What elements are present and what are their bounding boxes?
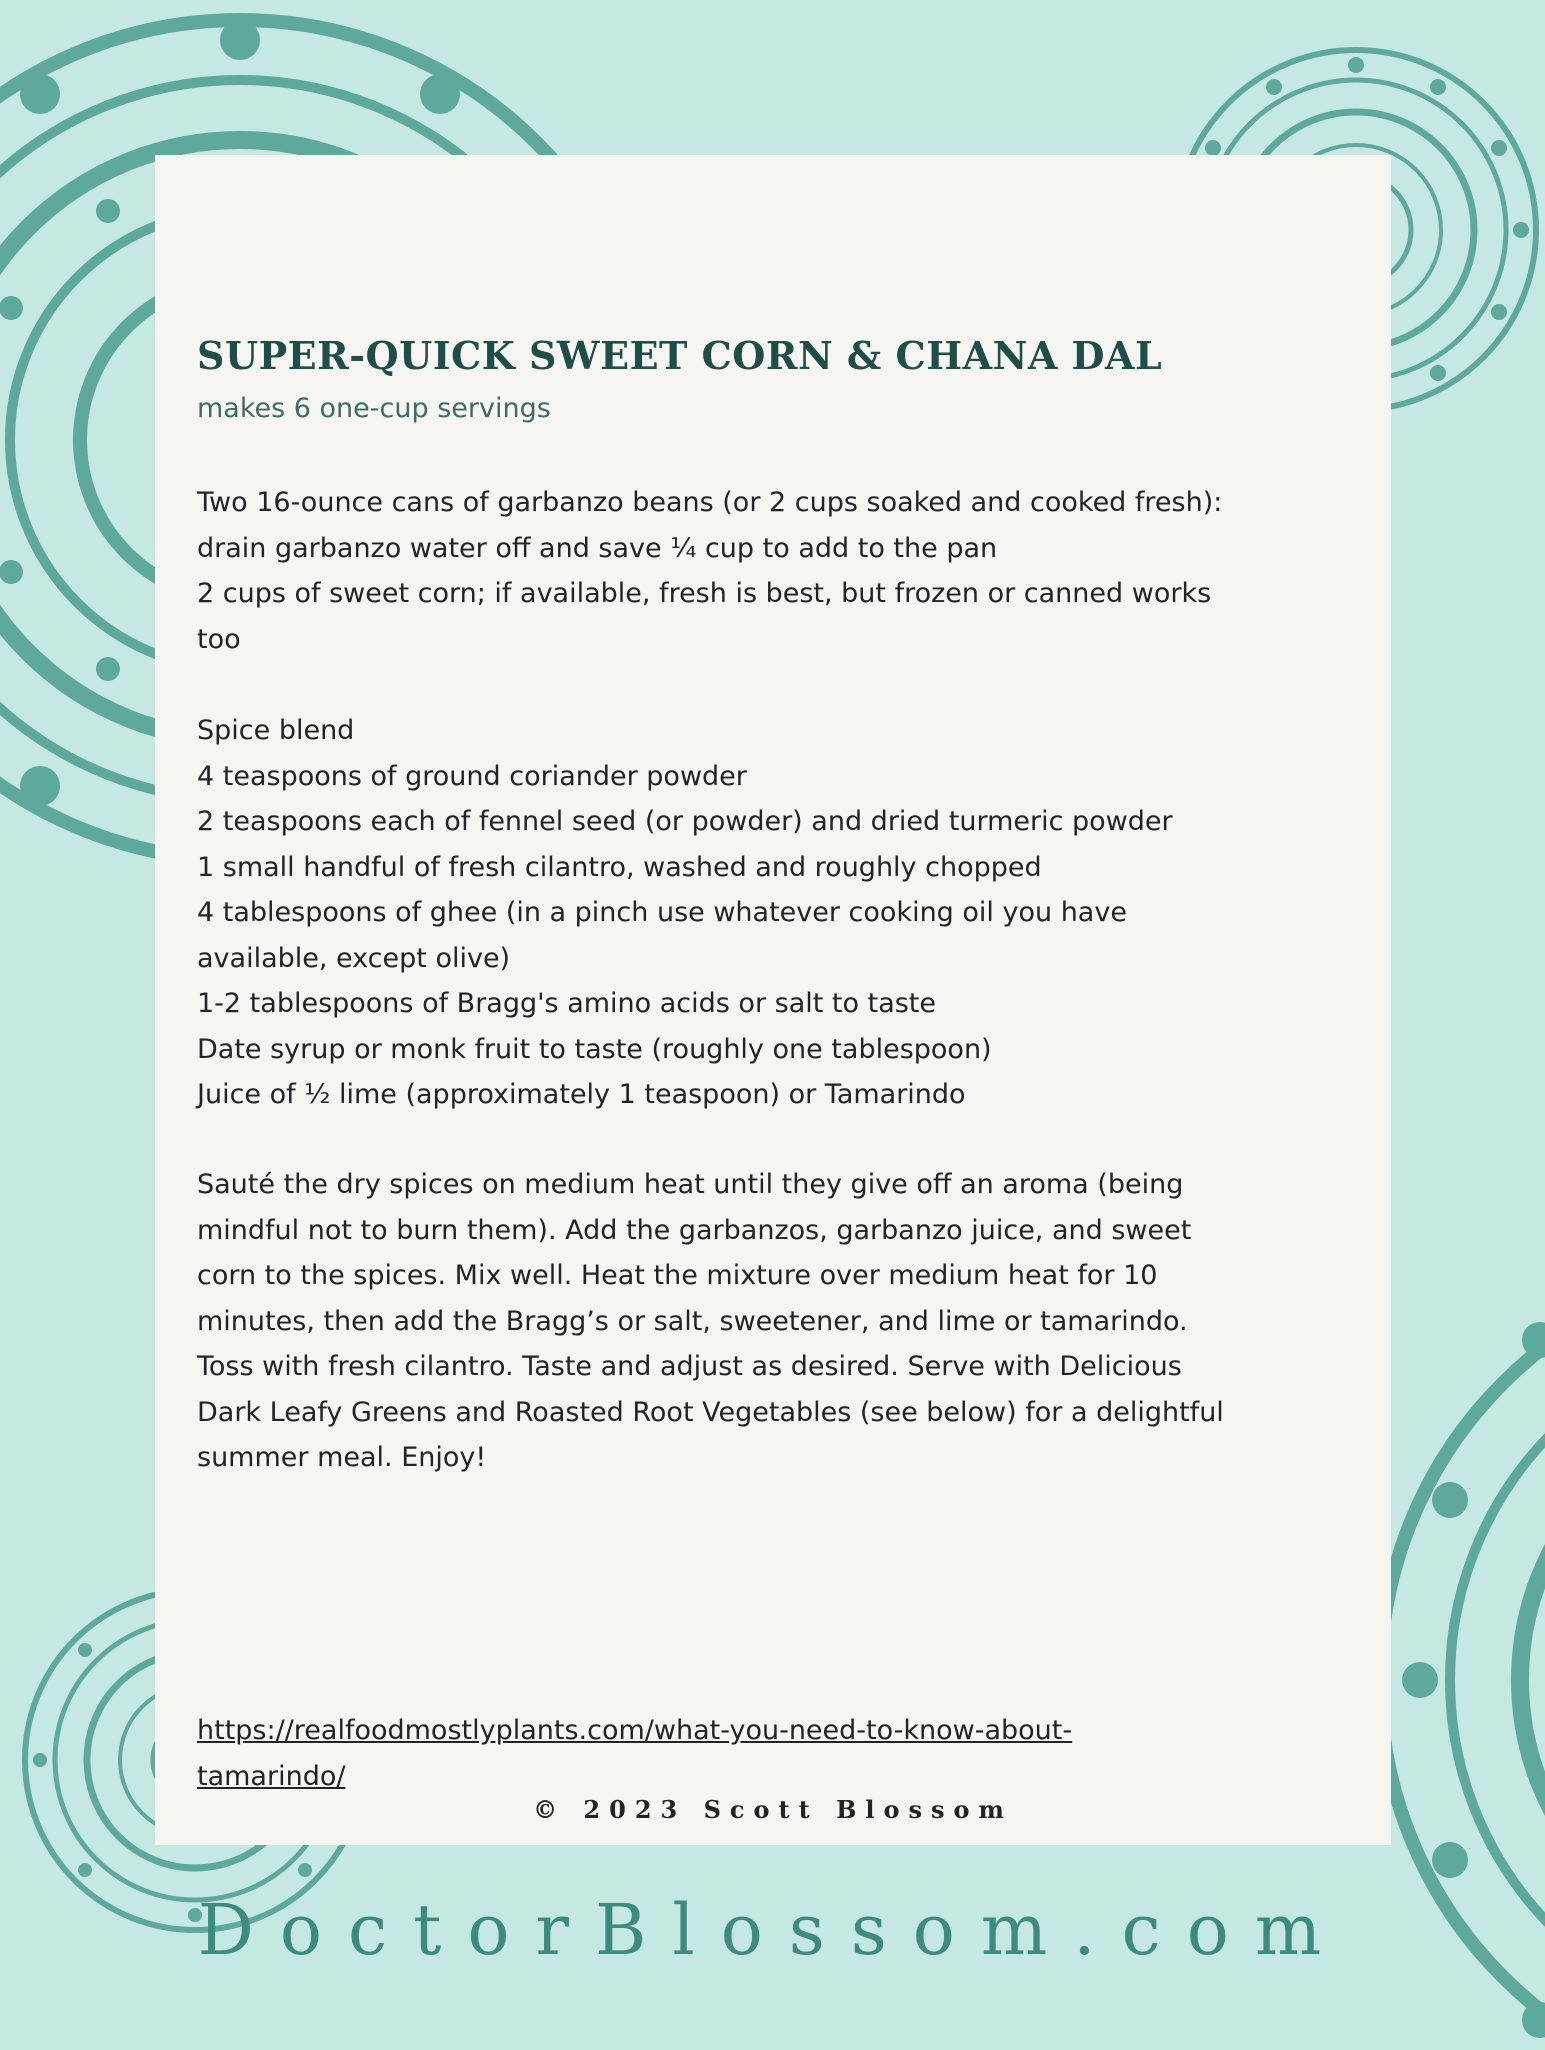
recipe-title: SUPER-QUICK SWEET CORN & CHANA DAL <box>197 333 1163 378</box>
method-line: corn to the spices. Mix well. Heat the mixture over medium heat for 10 <box>197 1260 1158 1291</box>
method-paragraph <box>197 1162 1337 1481</box>
tamarindo-link[interactable] <box>197 1708 1297 1799</box>
recipe-card <box>155 155 1391 1845</box>
spice-line: 4 tablespoons of ghee (in a pinch use whatever cooking oil you have <box>197 897 1127 928</box>
method-line: minutes, then add the Bragg’s or salt, sweetener, and lime or tamarindo. <box>197 1305 1188 1337</box>
recipe-servings: makes 6 one-cup servings <box>197 393 551 424</box>
method-line: Dark Leafy Greens and Roasted Root Vegetables (see below) for a delightful <box>197 1396 1224 1428</box>
method-line: summer meal. Enjoy! <box>197 1442 487 1473</box>
spice-line: 1 small handful of fresh cilantro, washed and roughly chopped <box>197 851 1042 883</box>
ingredients-list <box>197 480 1337 662</box>
link-line[interactable]: https://realfoodmostlyplants.com/what-you-need-to-know-about- <box>197 1715 1073 1746</box>
method-line: mindful not to burn them). Add the garbanzos, garbanzo juice, and sweet <box>197 1214 1192 1246</box>
method-line: Sauté the dry spices on medium heat until they give off an aroma (being <box>197 1169 1184 1200</box>
spice-line: Date syrup or monk fruit to taste (roughly one tablespoon) <box>197 1033 992 1065</box>
spice-line: Juice of ½ lime (approximately 1 teaspoon) or Tamarindo <box>197 1079 966 1110</box>
spice-line: 1-2 tablespoons of Bragg's amino acids or salt to taste <box>197 988 937 1019</box>
spice-line: 2 teaspoons each of fennel seed (or powder) and dried turmeric powder <box>197 806 1173 837</box>
link-line[interactable]: tamarindo/ <box>197 1760 346 1792</box>
spice-blend-heading: Spice blend <box>197 715 355 746</box>
ingredient-line: 2 cups of sweet corn; if available, fresh is best, but frozen or canned works <box>197 578 1212 609</box>
ingredient-line: too <box>197 623 241 655</box>
site-name: DoctorBlossom.com <box>197 1889 1348 1971</box>
ingredient-line: Two 16-ounce cans of garbanzo beans (or 2 cups soaked and cooked fresh): <box>197 487 1223 518</box>
method-line: Toss with fresh cilantro. Taste and adjust as desired. Serve with Delicious <box>197 1351 1182 1382</box>
spice-line: available, except olive) <box>197 942 511 974</box>
ingredient-line: drain garbanzo water off and save ¼ cup to add to the pan <box>197 532 998 564</box>
copyright-notice: © 2023 Scott Blossom <box>533 1795 1013 1824</box>
spice-line: 4 teaspoons of ground coriander powder <box>197 760 747 792</box>
spice-blend-list <box>197 708 1337 1118</box>
